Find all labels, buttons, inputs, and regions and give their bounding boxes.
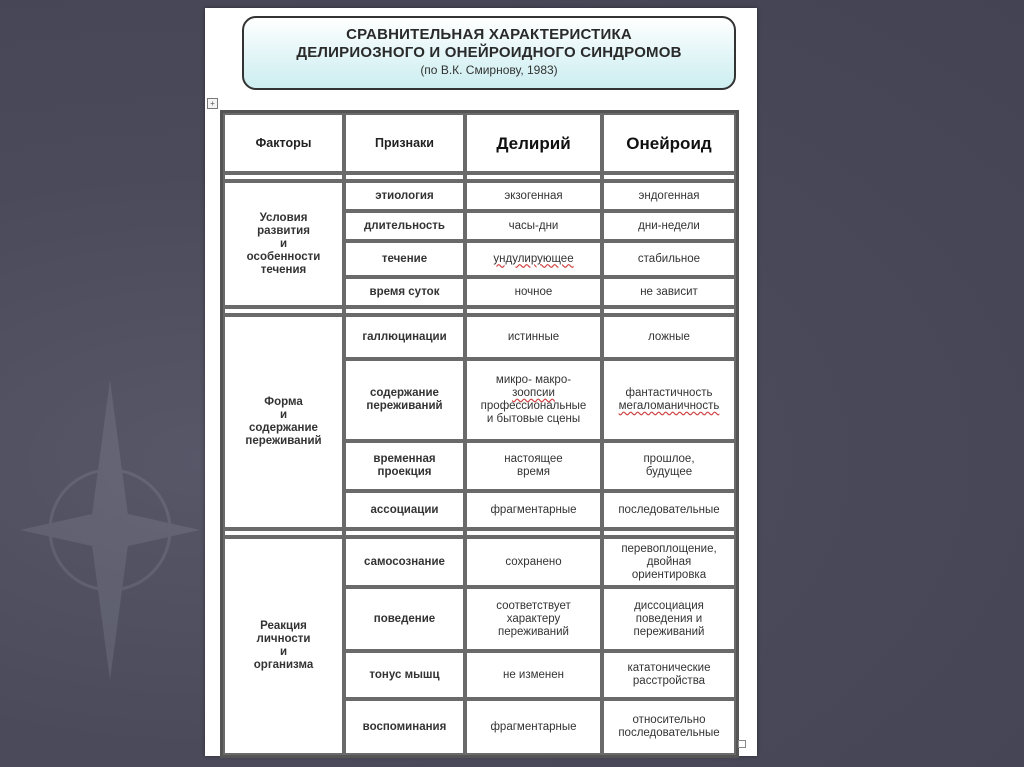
- cell-line: часы-дни: [508, 219, 559, 232]
- cell-line: содержание: [249, 422, 318, 434]
- cell-line: профессиональные: [480, 400, 587, 412]
- cell-line: и: [279, 237, 288, 250]
- cell-line: зоопсии: [512, 387, 555, 399]
- header-factors: Факторы: [223, 113, 344, 173]
- cell-line: переживаний: [498, 625, 569, 638]
- oneiroid-cell: [602, 699, 736, 755]
- header-row: [223, 113, 736, 173]
- cell-line: стабильное: [637, 252, 701, 265]
- sign-cell: [344, 315, 465, 359]
- cell-line: Условия: [259, 211, 308, 224]
- cell-line: эндогенная: [638, 189, 700, 202]
- oneiroid-cell: [602, 181, 736, 211]
- factor-cell: [223, 181, 344, 307]
- cell-line: ложные: [648, 330, 690, 343]
- header-oneiroid: Онейроид: [602, 113, 736, 173]
- group-separator: [223, 307, 736, 315]
- cell-line: развития: [257, 224, 310, 237]
- cell-line: личности: [256, 633, 311, 645]
- cell-line: диссоциация: [634, 599, 704, 612]
- factor-cell: [223, 537, 344, 755]
- cell-line: время: [516, 466, 551, 478]
- cell-line: переживаний: [366, 400, 443, 412]
- cell-line: содержание: [370, 387, 439, 399]
- table-move-handle-icon[interactable]: +: [207, 98, 218, 109]
- cell-line: особенности: [246, 250, 321, 263]
- title-subtitle: (по В.К. Смирнову, 1983): [420, 63, 558, 77]
- cell-line: и бытовые сцены: [486, 413, 581, 425]
- cell-line: воспоминания: [362, 720, 447, 733]
- title-line-1: СРАВНИТЕЛЬНАЯ ХАРАКТЕРИСТИКА: [346, 26, 632, 43]
- delirium-cell: [465, 587, 602, 651]
- sign-cell: [344, 699, 465, 755]
- title-line-2: ДЕЛИРИОЗНОГО И ОНЕЙРОИДНОГО СИНДРОМОВ: [296, 44, 682, 61]
- cell-line: соответствует: [496, 599, 571, 612]
- cell-line: истинные: [507, 330, 560, 343]
- cell-line: перевоплощение,: [621, 542, 717, 555]
- cell-line: последовательные: [618, 503, 720, 516]
- oneiroid-cell: [602, 211, 736, 241]
- delirium-cell: [465, 441, 602, 491]
- sign-cell: [344, 211, 465, 241]
- comparison-table: [220, 110, 739, 758]
- cell-line: ориентировка: [631, 568, 707, 581]
- cell-line: переживаний: [633, 625, 705, 638]
- cell-line: дни-недели: [638, 219, 700, 232]
- title-box: [242, 16, 736, 90]
- cell-line: течение: [381, 252, 428, 265]
- delirium-cell: [465, 699, 602, 755]
- table-row: [223, 315, 736, 359]
- cell-line: кататонические: [627, 662, 711, 674]
- sign-cell: [344, 241, 465, 277]
- cell-line: самосознание: [364, 555, 445, 568]
- cell-line: и: [279, 646, 288, 658]
- delirium-cell: [465, 277, 602, 307]
- sign-cell: [344, 181, 465, 211]
- cell-line: время суток: [369, 285, 440, 298]
- cell-line: галлюцинации: [362, 330, 447, 343]
- table-row: [223, 181, 736, 211]
- delirium-cell: [465, 491, 602, 529]
- sign-cell: [344, 441, 465, 491]
- group-separator: [223, 529, 736, 537]
- background-compass-decoration: [20, 380, 200, 680]
- cell-line: организма: [253, 659, 314, 671]
- delirium-cell: [465, 651, 602, 699]
- delirium-cell: [465, 181, 602, 211]
- sign-cell: [344, 537, 465, 587]
- delirium-cell: [465, 359, 602, 441]
- delirium-cell: [465, 537, 602, 587]
- sign-cell: [344, 587, 465, 651]
- oneiroid-cell: [602, 315, 736, 359]
- cell-line: фрагментарные: [490, 503, 577, 516]
- oneiroid-cell: [602, 651, 736, 699]
- cell-line: проекция: [377, 466, 432, 478]
- delirium-cell: [465, 211, 602, 241]
- cell-line: фантастичность: [625, 387, 713, 399]
- sign-cell: [344, 359, 465, 441]
- cell-line: тонус мышц: [369, 668, 440, 681]
- oneiroid-cell: [602, 587, 736, 651]
- document-page: [205, 8, 757, 756]
- cell-line: Реакция: [260, 620, 307, 632]
- cell-line: Форма: [264, 396, 303, 408]
- cell-line: расстройства: [632, 675, 706, 687]
- cell-line: мегаломаничность: [618, 400, 720, 412]
- table-row: [223, 537, 736, 587]
- cell-line: относительно: [632, 714, 706, 726]
- header-delirium: Делирий: [465, 113, 602, 173]
- cell-line: прошлое,: [643, 453, 695, 465]
- cell-line: микро- макро-: [495, 374, 572, 386]
- cell-line: этиология: [375, 189, 434, 202]
- cell-line: будущее: [645, 466, 693, 478]
- cell-line: временная: [373, 453, 436, 465]
- cell-line: экзогенная: [504, 189, 563, 202]
- cell-line: ночное: [514, 285, 553, 298]
- cell-line: переживаний: [245, 435, 322, 447]
- oneiroid-cell: [602, 277, 736, 307]
- cell-line: и: [279, 409, 288, 421]
- cell-line: сохранено: [505, 555, 562, 568]
- cell-line: поведение: [373, 612, 436, 625]
- factor-cell: [223, 315, 344, 529]
- sign-cell: [344, 651, 465, 699]
- oneiroid-cell: [602, 359, 736, 441]
- oneiroid-cell: [602, 241, 736, 277]
- cell-line: течения: [260, 263, 307, 276]
- delirium-cell: [465, 241, 602, 277]
- cell-line: фрагментарные: [490, 720, 577, 733]
- cell-line: не зависит: [640, 285, 698, 298]
- cell-line: ундулирующее: [493, 252, 574, 265]
- cell-line: последовательные: [618, 727, 720, 739]
- group-separator: [223, 173, 736, 181]
- oneiroid-cell: [602, 537, 736, 587]
- cell-line: настоящее: [504, 453, 563, 465]
- cell-line: характеру: [506, 612, 561, 625]
- sign-cell: [344, 277, 465, 307]
- cell-line: ассоциации: [370, 503, 439, 516]
- sign-cell: [344, 491, 465, 529]
- cell-line: не изменен: [502, 668, 565, 681]
- table-resize-handle[interactable]: [738, 740, 746, 748]
- oneiroid-cell: [602, 491, 736, 529]
- delirium-cell: [465, 315, 602, 359]
- cell-line: длительность: [364, 219, 445, 232]
- header-signs: Признаки: [344, 113, 465, 173]
- cell-line: двойная: [646, 555, 692, 568]
- cell-line: поведения и: [635, 612, 703, 625]
- oneiroid-cell: [602, 441, 736, 491]
